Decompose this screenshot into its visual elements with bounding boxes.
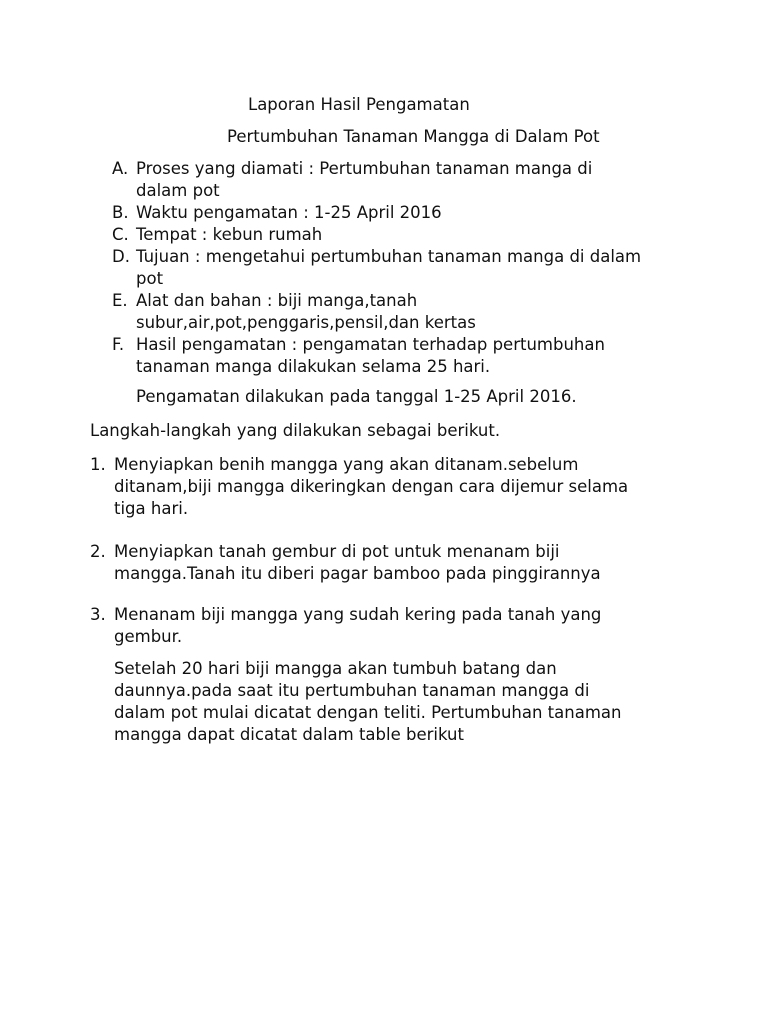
- step-marker: 3.: [90, 605, 106, 624]
- section-line: Tujuan : mengetahui pertumbuhan tanaman manga di dalam: [136, 247, 642, 266]
- section-line: Hasil pengamatan : pengamatan terhadap pertumbuhan: [136, 335, 605, 354]
- step-line: Menyiapkan tanah gembur di pot untuk menanam biji: [114, 542, 560, 561]
- section-item: [90, 334, 690, 378]
- step-line: Menanam biji mangga yang sudah kering pada tanah yang: [114, 605, 602, 624]
- step-marker: 1.: [90, 455, 106, 474]
- observation-note: Pengamatan dilakukan pada tanggal 1-25 April 2016.: [136, 387, 577, 406]
- document-subtitle: Pertumbuhan Tanaman Mangga di Dalam Pot: [227, 127, 600, 146]
- section-line: tanaman manga dilakukan selama 25 hari.: [136, 357, 491, 376]
- closing-line: dalam pot mulai dicatat dengan teliti. Pertumbuhan tanaman: [114, 703, 622, 722]
- step-marker: 2.: [90, 542, 106, 561]
- step-line: mangga.Tanah itu diberi pagar bamboo pada pinggirannya: [114, 564, 601, 583]
- section-marker: F.: [112, 335, 125, 354]
- section-line: subur,air,pot,penggaris,pensil,dan kertas: [136, 313, 476, 332]
- step-item: [90, 604, 714, 648]
- step-line: Menyiapkan benih mangga yang akan ditanam.sebelum: [114, 455, 579, 474]
- section-item: [90, 158, 690, 202]
- section-line: pot: [136, 269, 164, 288]
- section-marker: D.: [112, 247, 130, 266]
- section-marker: B.: [112, 203, 129, 222]
- section-line: Tempat : kebun rumah: [136, 225, 323, 244]
- section-item: [90, 246, 690, 290]
- section-item: [90, 290, 690, 334]
- step-line: ditanam,biji mangga dikeringkan dengan cara dijemur selama: [114, 477, 629, 496]
- document-title: Laporan Hasil Pengamatan: [248, 95, 470, 114]
- closing-line: mangga dapat dicatat dalam table berikut: [114, 725, 464, 744]
- section-line: Waktu pengamatan : 1-25 April 2016: [136, 203, 442, 222]
- section-marker: A.: [112, 159, 129, 178]
- section-line: Alat dan bahan : biji manga,tanah: [136, 291, 418, 310]
- steps-intro: Langkah-langkah yang dilakukan sebagai berikut.: [90, 421, 501, 440]
- section-item: [90, 224, 690, 246]
- section-item: [90, 202, 690, 224]
- closing-line: daunnya.pada saat itu pertumbuhan tanaman mangga di: [114, 681, 590, 700]
- closing-line: Setelah 20 hari biji mangga akan tumbuh batang dan: [114, 659, 557, 678]
- section-line: Proses yang diamati : Pertumbuhan tanaman manga di: [136, 159, 593, 178]
- section-marker: C.: [112, 225, 129, 244]
- step-item: [90, 454, 714, 520]
- section-line: dalam pot: [136, 181, 220, 200]
- step-line: gembur.: [114, 627, 183, 646]
- section-marker: E.: [112, 291, 128, 310]
- report-sections-list: [90, 158, 690, 378]
- step-item: [90, 541, 714, 585]
- closing-paragraph: [114, 658, 674, 746]
- step-line: tiga hari.: [114, 499, 189, 518]
